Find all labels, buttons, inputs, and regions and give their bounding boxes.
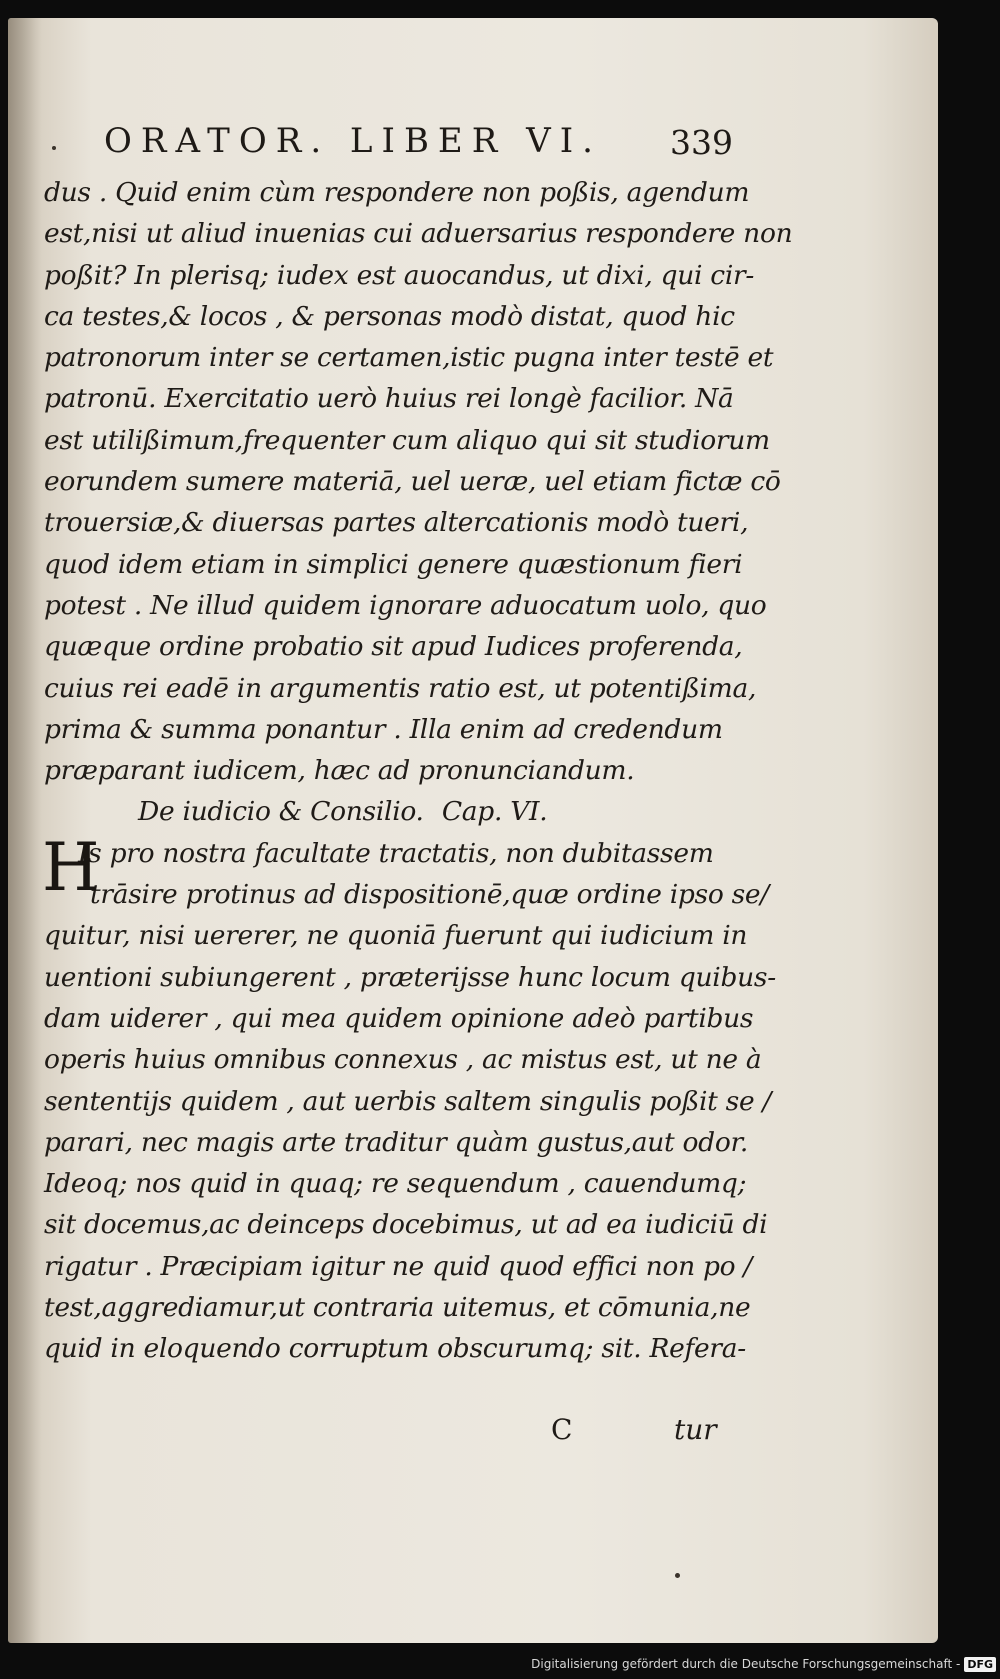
text-line: eorundem sumere materiā, uel ueræ, uel etiam fictæ cō (44, 466, 781, 498)
text-line: rigatur . Præcipiam igitur ne quid quod effici non po / (44, 1250, 753, 1282)
page-header (60, 121, 750, 171)
chapter-heading (44, 791, 734, 832)
ink-speck (675, 1573, 680, 1578)
text-line: sit docemus,ac deinceps docebimus, ut ad ea iudiciū di (44, 1209, 768, 1241)
text-line: sententijs quidem , aut uerbis saltem singulis poßit se / (44, 1085, 772, 1117)
text-line: est,nisi ut aliud inuenias cui aduersarius respondere non (44, 218, 793, 250)
chapter-number: Cap. VI. (441, 796, 548, 828)
text-line: quid in eloquendo corruptum obscurumq; sit. Refera- (44, 1333, 746, 1365)
text-line: patronorum inter se certamen,istic pugna inter testē et (44, 342, 774, 374)
page-gutter-shadow (8, 18, 42, 1643)
text-line: Ideoq; nos quid in quaq; re sequendum , cauendumq; (44, 1168, 747, 1200)
text-line: parari, nec magis arte traditur quàm gustus,aut odor. (44, 1126, 749, 1158)
digitization-footer (531, 1653, 996, 1675)
text-line: dus . Quid enim cùm respondere non poßis, agendum (44, 177, 750, 208)
ink-speck (52, 146, 56, 150)
drop-cap-initial: H (42, 828, 100, 906)
text-line: trouersiæ,& diuersas partes altercationis modò tueri, (44, 507, 749, 539)
text-line: trāsire protinus ad dispositionē,quæ ordine ipso se/ (90, 879, 769, 911)
chapter-title: De iudicio & Consilio. (138, 796, 424, 828)
signature-mark: C (551, 1413, 573, 1446)
page-number: 339 (670, 123, 733, 162)
text-line: Is pro nostra facultate tractatis, non dubitassem (78, 837, 714, 869)
body-text (42, 172, 793, 1370)
text-line: prima & summa ponantur . Illa enim ad credendum (44, 713, 723, 745)
text-line: potest . Ne illud quidem ignorare aduocatum uolo, quo (44, 589, 767, 621)
text-line: uentioni subiungerent , præterijsse hunc locum quibus- (44, 961, 776, 993)
footer-credit: Digitalisierung gefördert durch die Deutsche Forschungsgemeinschaft - (531, 1657, 961, 1671)
text-line: quæque ordine probatio sit apud Iudices proferenda, (44, 631, 743, 663)
text-line: cuius rei eadē in argumentis ratio est, ut potentißima, (44, 672, 757, 704)
text-line: poßit? In plerisq; iudex est auocandus, ut dixi, qui cir- (44, 259, 755, 291)
dfg-logo: DFG (964, 1657, 996, 1672)
running-title: ORATOR. LIBER VI. (104, 121, 602, 161)
catchword: tur (674, 1413, 717, 1446)
catchword-row (44, 1413, 734, 1457)
text-line: præparant iudicem, hæc ad pronunciandum. (44, 755, 635, 787)
text-line: est utilißimum,frequenter cum aliquo qui sit studiorum (44, 424, 770, 456)
text-line: ca testes,& locos , & personas modò distat, quod hic (44, 300, 735, 332)
text-line: quod idem etiam in simplici genere quæstionum fieri (44, 548, 743, 580)
text-line: test,aggrediamur,ut contraria uitemus, et cōmunia,ne (44, 1292, 751, 1324)
chapter-opening (42, 828, 769, 916)
text-line: operis huius omnibus connexus , ac mistus est, ut ne à (44, 1044, 762, 1076)
text-line: dam uiderer , qui mea quidem opinione adeò partibus (44, 1002, 754, 1034)
text-line: patronū. Exercitatio uerò huius rei longè facilior. Nā (44, 383, 734, 415)
text-line: quitur, nisi uererer, ne quoniā fuerunt qui iudicium in (44, 920, 748, 952)
book-page (8, 18, 938, 1643)
